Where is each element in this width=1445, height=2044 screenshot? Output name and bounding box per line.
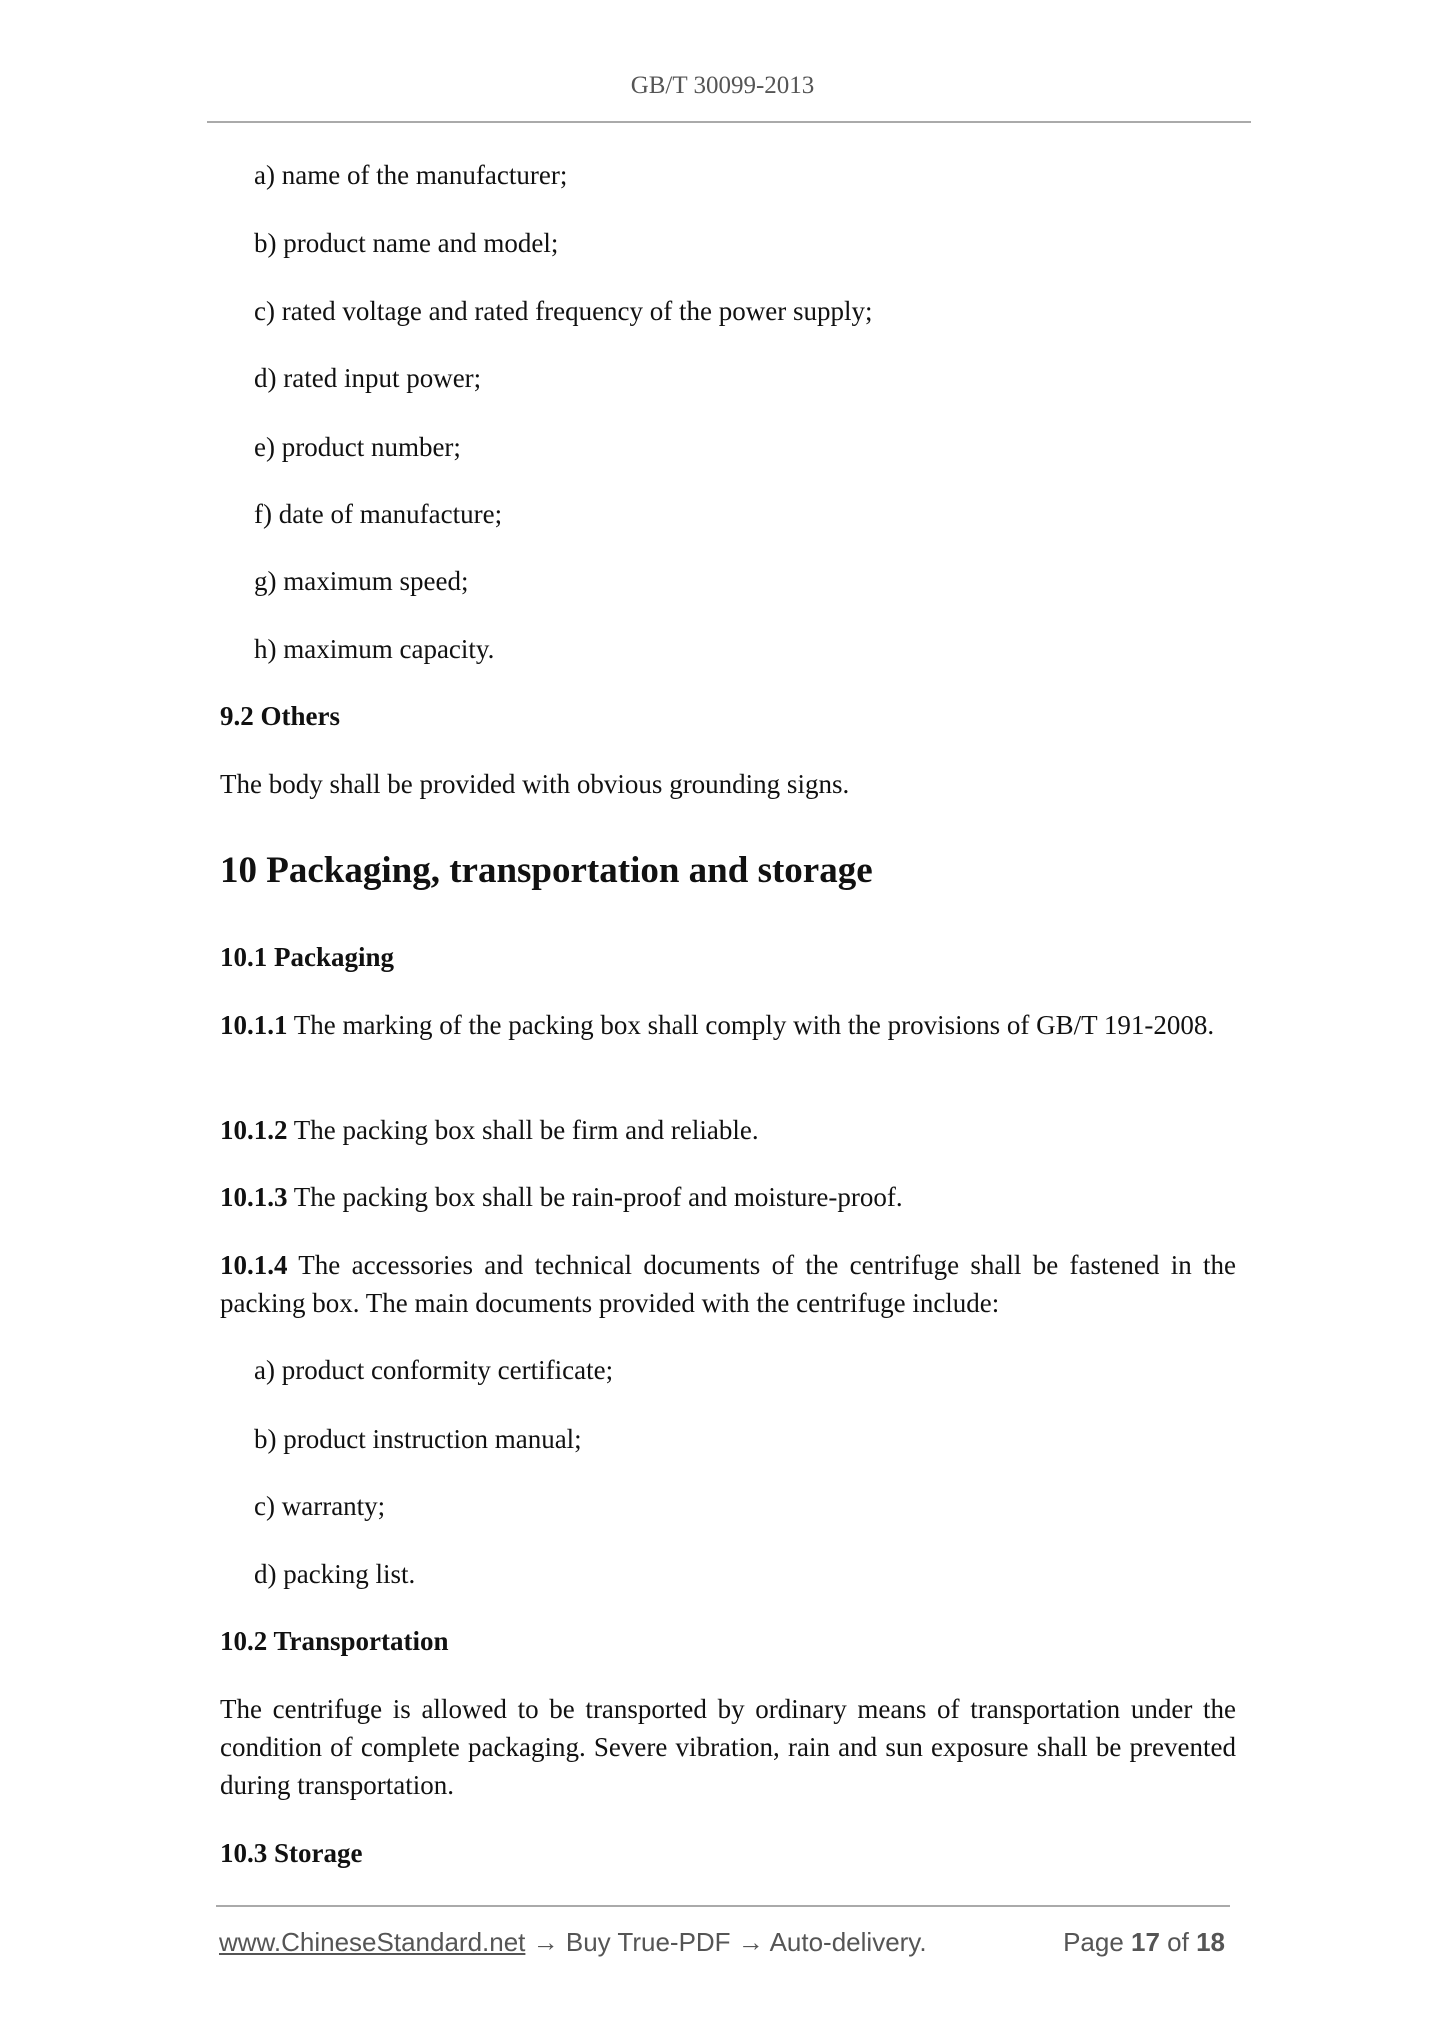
section-heading-10-2: 10.2 Transportation bbox=[220, 1626, 449, 1656]
paragraph: The centrifuge is allowed to be transported by ordinary means of transportation under the condition of complete packaging. Severe vibration, rain and sun exposure shall be prevented during transportation. bbox=[220, 1694, 1236, 1800]
page-indicator bbox=[1063, 1924, 1225, 1960]
clause-number: 10.1.2 bbox=[220, 1115, 288, 1145]
clause-text: The accessories and technical documents of the centrifuge shall be fastened in the packing box. The main documents provided with the centrifuge include: bbox=[220, 1250, 1236, 1318]
clause-10-1-1 bbox=[220, 1006, 1236, 1044]
page-label: Page bbox=[1063, 1927, 1132, 1957]
clause-text: The packing box shall be rain-proof and moisture-proof. bbox=[287, 1182, 903, 1212]
list-item: c) rated voltage and rated frequency of the power supply; bbox=[254, 296, 873, 326]
page-number: 17 bbox=[1131, 1927, 1160, 1957]
clause-number: 10.1.1 bbox=[220, 1010, 288, 1040]
list-item: f) date of manufacture; bbox=[254, 499, 503, 529]
header-divider bbox=[207, 121, 1251, 123]
chapter-heading-10: 10 Packaging, transportation and storage bbox=[220, 850, 873, 891]
list-item: a) name of the manufacturer; bbox=[254, 160, 568, 190]
list-item: d) packing list. bbox=[254, 1559, 416, 1589]
footer-promo bbox=[219, 1924, 927, 1960]
clause-10-1-2 bbox=[220, 1111, 1236, 1149]
clause-10-1-3 bbox=[220, 1178, 1236, 1216]
footer-tagline: → Buy True-PDF → Auto-delivery. bbox=[525, 1927, 927, 1957]
footer-divider bbox=[216, 1905, 1230, 1907]
paragraph: The body shall be provided with obvious grounding signs. bbox=[220, 769, 850, 799]
list-item: b) product instruction manual; bbox=[254, 1424, 582, 1454]
clause-number: 10.1.3 bbox=[220, 1182, 288, 1212]
website-link[interactable]: www.ChineseStandard.net bbox=[219, 1927, 526, 1957]
list-item: e) product number; bbox=[254, 432, 461, 462]
list-item: g) maximum speed; bbox=[254, 566, 469, 596]
list-item: b) product name and model; bbox=[254, 228, 559, 258]
document-id-header: GB/T 30099-2013 bbox=[630, 72, 815, 99]
clause-10-1-4 bbox=[220, 1246, 1236, 1322]
page-total: 18 bbox=[1196, 1927, 1225, 1957]
list-item: c) warranty; bbox=[254, 1491, 386, 1521]
clause-text: The packing box shall be firm and reliable. bbox=[287, 1115, 759, 1145]
list-item: d) rated input power; bbox=[254, 363, 482, 393]
clause-number: 10.1.4 bbox=[220, 1250, 288, 1280]
section-heading-10-1: 10.1 Packaging bbox=[220, 942, 395, 972]
clause-text: The marking of the packing box shall comply with the provisions of GB/T 191-2008. bbox=[287, 1010, 1215, 1040]
list-item: a) product conformity certificate; bbox=[254, 1355, 614, 1385]
list-item: h) maximum capacity. bbox=[254, 634, 495, 664]
section-heading-9-2: 9.2 Others bbox=[220, 701, 340, 731]
of-label: of bbox=[1159, 1927, 1197, 1957]
section-heading-10-3: 10.3 Storage bbox=[220, 1838, 363, 1868]
